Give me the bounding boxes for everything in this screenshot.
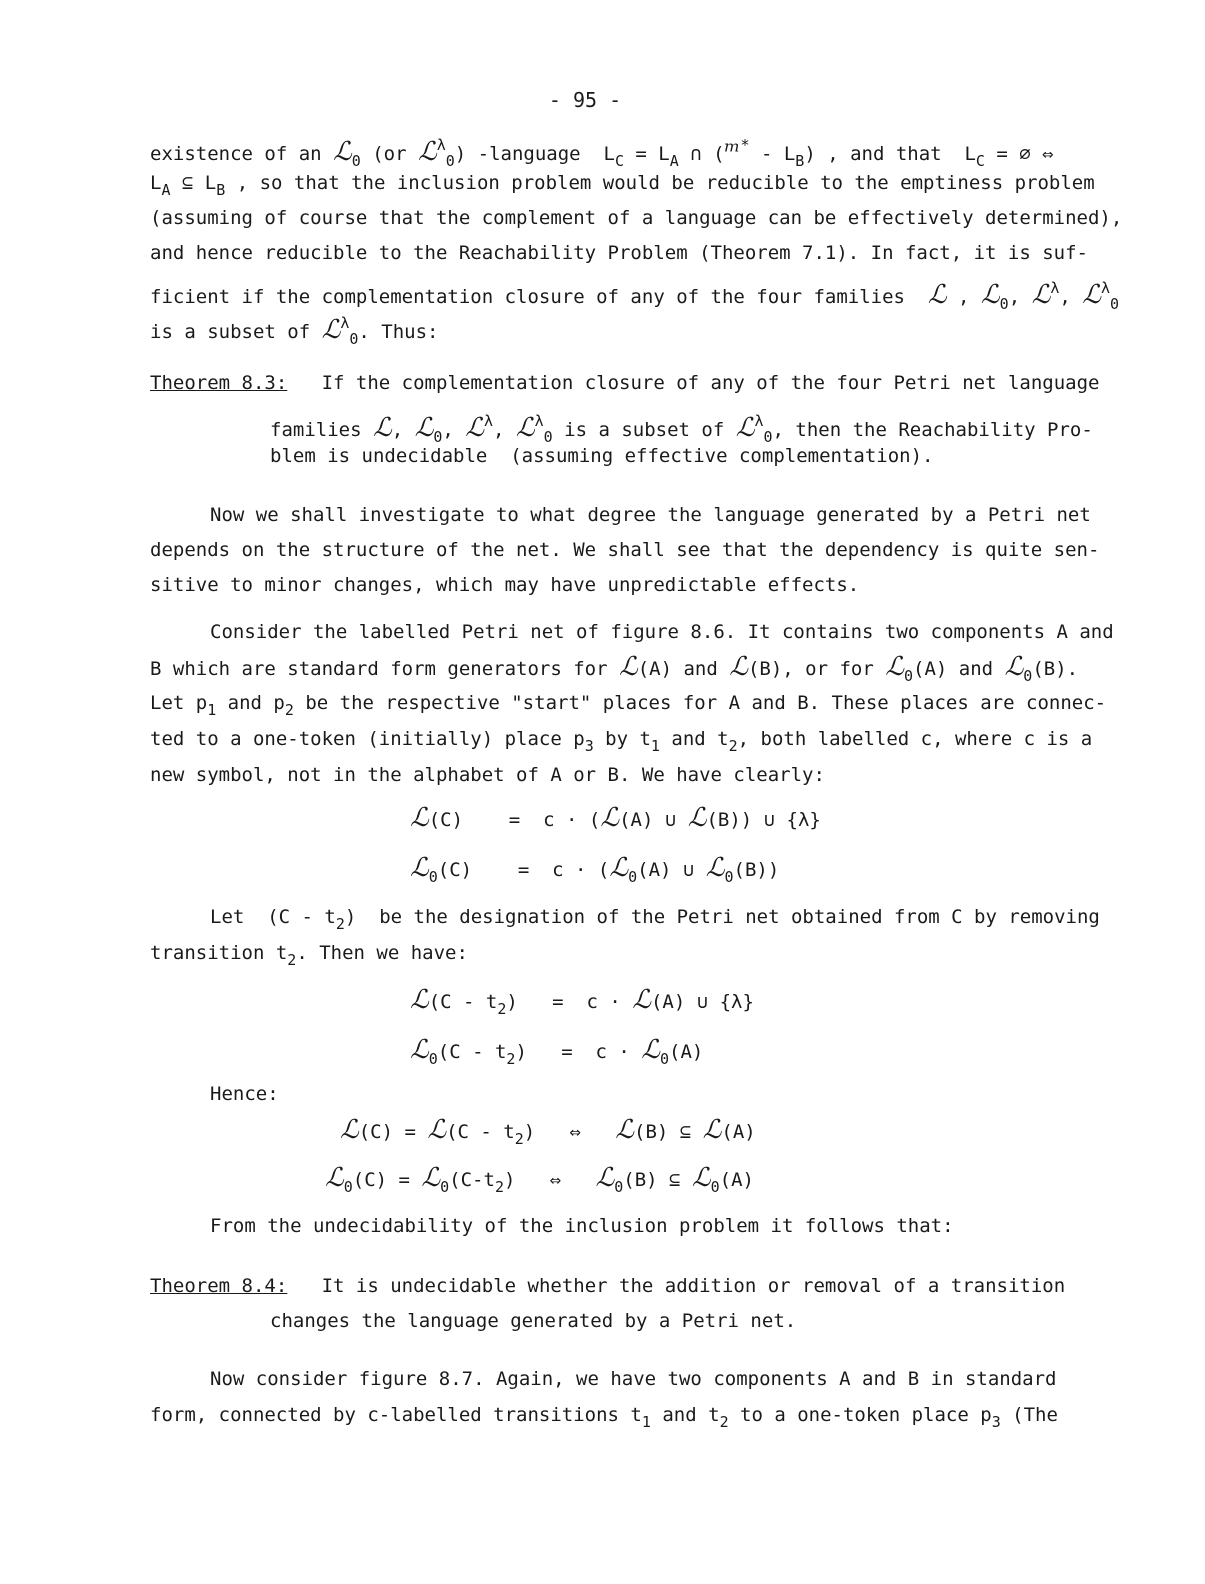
theorem-8-4-label: Theorem 8.4: [150, 1275, 288, 1297]
text-line: Let $p_1$ and $p_2$ be the respective "start" places for A and B. These places are connec- [150, 692, 1107, 719]
text-line: (assuming of course that the complement of a language can be effectively determined), [150, 207, 1123, 229]
text-line: is a subset of ℒ$^\lambda_0$. Thus: [150, 314, 439, 348]
text-line: Now consider figure 8.7. Again, we have two components A and B in standard [210, 1368, 1057, 1390]
text-line: new symbol, not in the alphabet of A or B. We have clearly: [150, 764, 825, 786]
text-line: B which are standard form generators for ℒ(A) and ℒ(B), or for ℒ$_0$(A) and ℒ$_0$(B). [150, 652, 1079, 685]
text-line: Consider the labelled Petri net of figure 8.6. It contains two components A and [210, 621, 1114, 643]
text-line: ted to a one-token (initially) place $p_3$ by $t_1$ and $t_2$, both labelled c, where c is a [150, 728, 1093, 755]
equation: ℒ(C) = ℒ(C - $t_2$) ⇔ ℒ(B) ⊆ ℒ(A) [340, 1115, 756, 1148]
theorem-8-3-label: Theorem 8.3: [150, 372, 288, 394]
equation: ℒ(C) = c · (ℒ(A) ∪ ℒ(B)) ∪ {λ} [410, 803, 821, 833]
equation: ℒ(C - $t_2) = c$ · ℒ(A) ∪ {λ} [410, 985, 754, 1018]
text-line: From the undecidability of the inclusion problem it follows that: [210, 1215, 954, 1237]
text-line: Now we shall investigate to what degree the language generated by a Petri net [210, 504, 1091, 526]
text-line: form, connected by c-labelled transitions $t_1$ and $t_2$ to a one-token place $p_3$ (The [150, 1404, 1058, 1431]
theorem-8-3-text: If the complementation closure of any of the four Petri net language [321, 372, 1100, 394]
theorem-8-4 [150, 1273, 1065, 1299]
theorem-8-4-text: It is undecidable whether the addition or removal of a transition [321, 1275, 1066, 1297]
text-line: $L_A$ ⊆ $L_B$ , so that the inclusion problem would be reducible to the emptiness problem [150, 172, 1095, 199]
text-line: blem is undecidable (assuming effective complementation). [270, 445, 934, 467]
theorem-8-3 [150, 370, 1099, 396]
page-number: - 95 - [548, 88, 622, 112]
text-line: existence of an ℒ$_0$ (or ℒ$^\lambda_0$) -language $L_C = L_A$ ∩ (ᵐ* - $L_B$) , and that $L_C$ = ∅ ⇔ [150, 136, 1054, 170]
equation: ℒ$_0$(C) = c · (ℒ$_0$(A) ∪ ℒ$_0$(B)) [410, 853, 780, 886]
equation: ℒ$_0$(C - $t_2) = c$ · ℒ$_0$(A) [410, 1035, 704, 1068]
text-line: Let $(C - t_2)$ be the designation of the Petri net obtained from C by removing [210, 906, 1100, 933]
equation: ℒ$_0$(C) = $ℒ_0(C-t_2)$ ⇔ ℒ$_0$(B) ⊆ ℒ$_0$(A) [325, 1163, 754, 1196]
text-line: transition $t_2$. Then we have: [150, 942, 468, 969]
text-line: ficient if the complementation closure of any of the four families ℒ , ℒ$_0$, ℒ$^\lambda$, ℒ$^\lambda_0$ [150, 279, 1120, 313]
text-line: depends on the structure of the net. We shall see that the dependency is quite sen- [150, 539, 1100, 561]
text-line: and hence reducible to the Reachability Problem (Theorem 7.1). In fact, it is suf- [150, 242, 1088, 264]
text-line: Hence: [210, 1083, 279, 1105]
text-line: changes the language generated by a Petri net. [270, 1310, 797, 1332]
text-line: families ℒ, ℒ$_0$, ℒ$^\lambda$, ℒ$^\lambda_0$ is a subset of ℒ$^\lambda_0$, then the Reachability Pro- [270, 412, 1093, 446]
text-line: sitive to minor changes, which may have unpredictable effects. [150, 574, 860, 596]
